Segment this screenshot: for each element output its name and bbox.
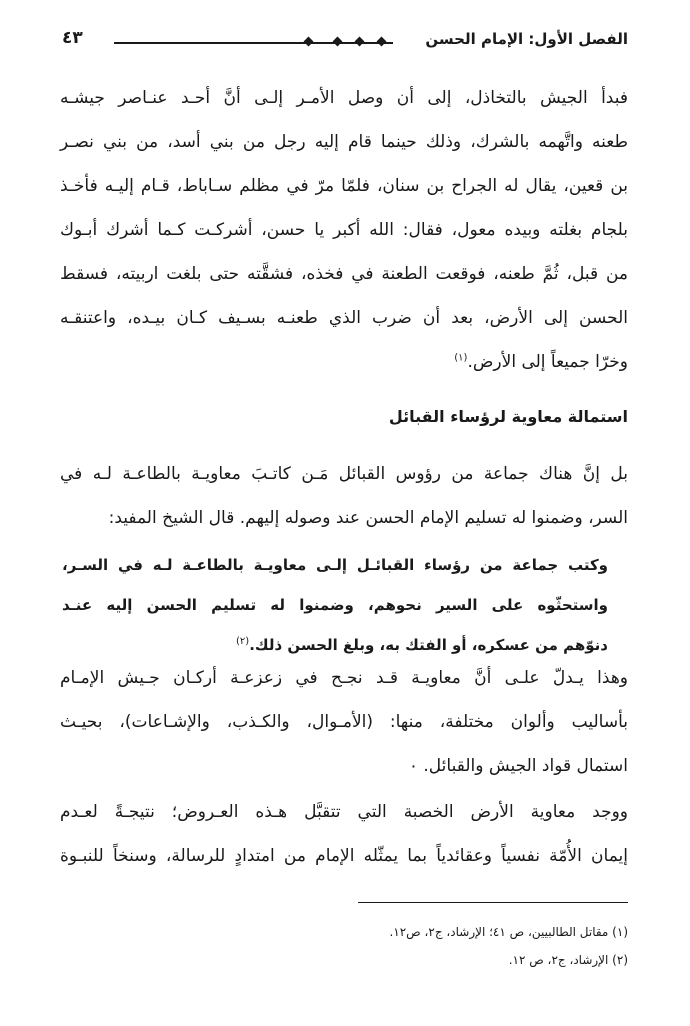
text-line: إيمان الأُمّة نفسياً وعقائدياً بما يمثّله الإمام من امتدادٍ للرسالة، وسنخاً للنبـوة [60,846,628,866]
header-rule [114,42,393,44]
quote-line: واستحثّوه على السير نحوهم، وضمنوا له تسليم الحسن إليه عنـد [62,596,608,614]
chapter-title: الفصل الأول: الإمام الحسن [425,30,628,48]
header-diamond-ornament [333,37,343,47]
paragraph-muawiya-tactics [60,656,628,788]
header-diamond-ornament [377,37,387,47]
text-line: فبدأ الجيش بالتخاذل، إلى أن وصل الأمـر إلـى أنَّ أحـد عنـاصر جيشـه [60,88,628,108]
text-line: بل إنَّ هناك جماعة من رؤوس القبائل مَـن كاتـبَ معاويـة بالطاعـة لـه في [60,464,628,484]
quote-line: وكتب جماعة من رؤساء القبائـل إلـى معاويـة بالطاعـة لـه في السـر، [62,556,608,574]
paragraph-army-desertion [60,76,628,384]
page-number: ٤٣ [62,28,83,48]
footnote-ref: (١) [454,352,468,364]
text-line: بلجام بغلته وبيده معول، فقال: الله أكبر يا حسن، أشركـت كـما أشرك أبـوك [60,220,628,240]
text-line [60,340,628,384]
quote-line-content: دنوّهم من عسكره، أو الفتك به، وبلغ الحسن ذلك. [249,636,608,654]
text-line-content: وخرّا جميعاً إلى الأرض. [467,352,628,372]
text-line: من قبل، ثُمَّ طعنه، فوقعت الطعنة في فخذه، فشقَّته حتى بلغت اربيته، فسقط [60,264,628,284]
footnote-ref: (٢) [236,636,250,647]
text-line: بأساليب وألوان مختلفة، منها: (الأمـوال، والكـذب، والإشـاعات)، بحيـث [60,712,628,732]
text-line: وهذا يـدلّ علـى أنَّ معاويـة قـد نجـح في زعزعـة أركـان جـيش الإمـام [60,668,628,688]
section-heading: استمالة معاوية لرؤساء القبائل [388,407,628,426]
text-line: السر، وضمنوا له تسليم الإمام الحسن عند وصوله إليهم. قال الشيخ المفيد: [108,508,628,528]
text-line: بن قعين، يقال له الجراح بن سنان، فلمّا مرّ في مظلم سـاباط، قـام إليـه فأخـذ [60,176,628,196]
text-line: الحسن إلى الأرض، بعد أن ضرب الذي طعنـه بسـيف كـان بيـده، واعتنقـه [60,308,628,328]
footnotes [68,918,628,974]
text-line: استمال قواد الجيش والقبائل. ٠ [408,756,628,776]
text-line: ووجد معاوية الأرض الخصبة التي تتقبَّل هـذه العـروض؛ نتيجـةً لعـدم [60,802,628,822]
header-diamond-ornament [304,37,314,47]
footnote: (١) مقاتل الطالبيين، ص ٤١؛ الإرشاد، ج٢، ص١٢. [389,925,628,939]
text-line: طعنه واتَّهمه بالشرك، وذلك حينما قام إليه رجل من بني أسد، من بني نصـر [60,132,628,152]
footnote: (٢) الإرشاد، ج٢، ص ١٢. [508,953,628,967]
paragraph-fertile-ground [60,790,628,878]
paragraph-tribal-leaders [60,452,628,540]
quoted-passage [62,545,608,665]
running-header [62,30,628,54]
footnote-separator [358,902,628,903]
header-diamond-ornament [355,37,365,47]
